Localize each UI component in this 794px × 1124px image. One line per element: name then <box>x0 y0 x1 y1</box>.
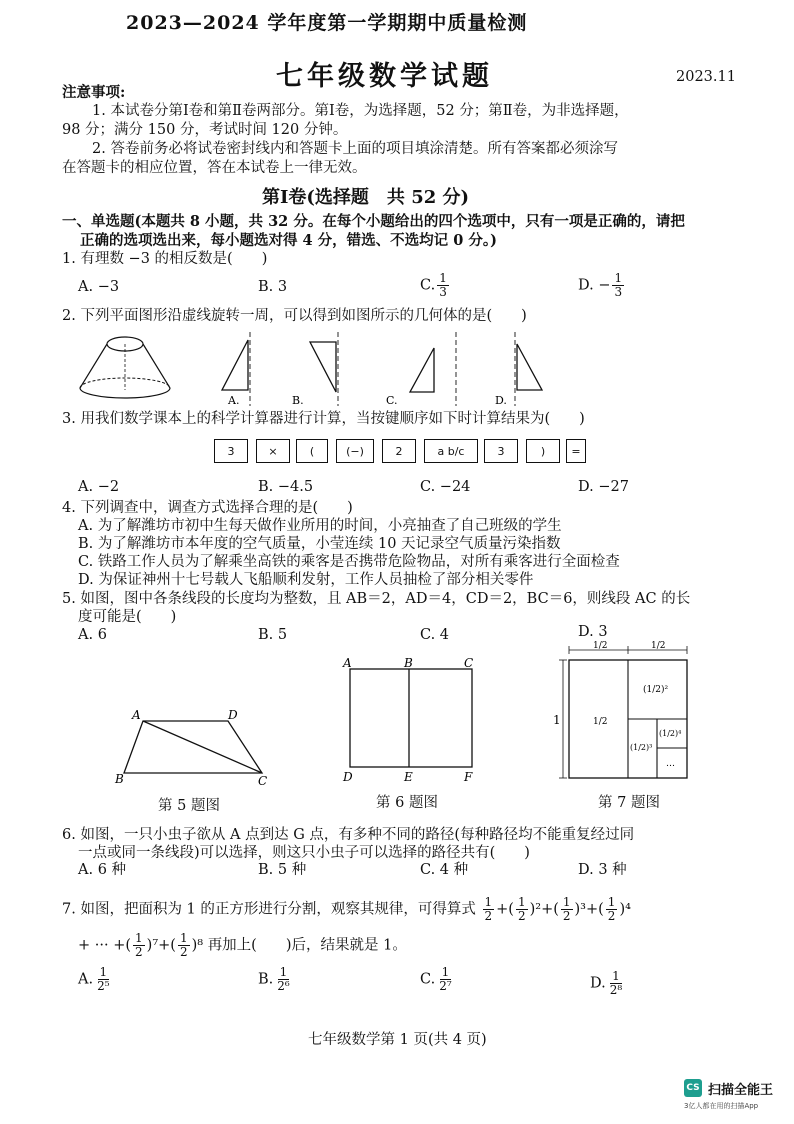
q6-option-b: B. 5 种 <box>258 862 307 878</box>
fig6-label-e: E <box>404 770 413 784</box>
calc-key-lparen: ( <box>296 439 328 463</box>
q7-option-c: C. $\frac{1}{\text{2⁷}}$ <box>420 965 452 993</box>
section-title: 第Ⅰ卷(选择题 共 52 分) <box>262 187 470 208</box>
q7-option-b: B. $\frac{1}{\text{2⁶}}$ <box>258 965 290 993</box>
calc-key-equals: = <box>566 439 586 463</box>
q4-option-d: D. 为保证神州十七号载人飞船顺利发射，工作人员抽检了部分相关零件 <box>78 572 534 588</box>
q6-option-c: C. 4 种 <box>420 862 469 878</box>
frustum-figure <box>80 337 170 398</box>
section-intro-1: 一、单选题(本题共 8 小题，共 32 分。在每个小题给出的四个选项中，只有一项是正确的，请把 <box>62 213 685 230</box>
fig6-label-d: D <box>343 770 353 784</box>
fig7-ellipsis: … <box>666 759 675 769</box>
exam-date: 2023.11 <box>676 69 736 85</box>
notice-heading: 注意事项: <box>62 84 126 101</box>
q4-option-b: B. 为了解潍坊市本年度的空气质量，小莹连续 10 天记录空气质量污染指数 <box>78 536 561 552</box>
calc-key-rparen: ) <box>526 439 560 463</box>
exam-title: 2023—2024 学年度第一学期期中质量检测 <box>126 12 528 34</box>
page-footer: 七年级数学第 1 页(共 4 页) <box>308 1032 487 1048</box>
calc-key-negative: (−) <box>336 439 374 463</box>
q7-option-d: D. $\frac{1}{\text{2⁸}}$ <box>590 969 623 997</box>
q6-stem-1: 6. 如图，一只小虫子欲从 A 点到达 G 点，有多种不同的路径(每种路径均不能重复经过同 <box>62 827 635 843</box>
calc-key-3: 3 <box>214 439 248 463</box>
fig7-power-3: (1/2)³ <box>630 743 653 752</box>
q3-stem: 3. 用我们数学课本上的科学计算器进行计算，当按键顺序如下时计算结果为( ) <box>62 411 585 427</box>
q7-stem-1: 7. 如图，把面积为 1 的正方形进行分割，观察其规律，可得算式 $\frac{1}{2}$ +( $\frac{1}{2}$ )²+( $\frac{1}{2}$ )³+( $\frac{1}{2}$ )⁴ <box>62 895 631 923</box>
notice-line1: 1. 本试卷分第Ⅰ卷和第Ⅱ卷两部分。第Ⅰ卷，为选择题，52 分；第Ⅱ卷，为非选择题， <box>92 103 629 119</box>
calc-key-fraction: a b/c <box>424 439 478 463</box>
option-b-label: B. <box>292 394 304 407</box>
q2-stem: 2. 下列平面图形沿虚线旋转一周，可以得到如图所示的几何体的是( ) <box>62 308 527 324</box>
fig6-label-f: F <box>464 770 473 784</box>
calc-key-2: 2 <box>382 439 416 463</box>
fig7-power-2: (1/2)² <box>643 685 669 695</box>
fig7-half: 1/2 <box>593 717 608 727</box>
notice-line1b: 98 分；满分 150 分，考试时间 120 分钟。 <box>62 122 348 138</box>
option-c-shape <box>410 332 456 406</box>
q5-stem-2: 度可能是( ) <box>78 609 177 625</box>
q1-option-a: A. −3 <box>78 279 120 295</box>
q5-option-a: A. 6 <box>78 627 107 643</box>
q6-option-d: D. 3 种 <box>578 862 627 878</box>
fig6-label-b: B <box>404 656 413 670</box>
paper-title: 七年级数学试题 <box>276 61 493 92</box>
option-a-label: A. <box>228 394 240 407</box>
figure-6-caption: 第 6 题图 <box>376 795 438 811</box>
calc-key-multiply: × <box>256 439 290 463</box>
figure-7-caption: 第 7 题图 <box>598 795 660 811</box>
q7-stem-2: + ··· +( $\frac{1}{2}$ )⁷+( $\frac{1}{2}$ )⁸ 再加上( )后，结果就是 1。 <box>78 931 407 959</box>
fig6-label-c: C <box>464 656 474 670</box>
q3-option-a: A. −2 <box>78 479 120 495</box>
option-d-label: D. <box>495 394 507 407</box>
q4-option-c: C. 铁路工作人员为了解乘坐高铁的乘客是否携带危险物品，对所有乘客进行全面检查 <box>78 554 620 570</box>
fig5-label-d: D <box>228 708 238 722</box>
scanner-app-tagline: 3亿人都在用的扫描App <box>684 1102 759 1110</box>
option-b-shape <box>310 332 338 406</box>
figure-7 <box>545 638 695 796</box>
q4-stem: 4. 下列调查中，调查方式选择合理的是( ) <box>62 500 353 516</box>
q3-option-d: D. −27 <box>578 479 629 495</box>
option-c-label: C. <box>386 394 398 407</box>
q5-option-d: D. 3 <box>578 624 608 640</box>
figure-5-caption: 第 5 题图 <box>158 798 220 814</box>
fig5-label-b: B <box>115 772 124 786</box>
scanner-app-name: 扫描全能王 <box>708 1083 774 1098</box>
fig7-top-half-left: 1/2 <box>593 641 608 651</box>
q1-option-c: C. $\frac{1}{3}$ <box>420 271 447 299</box>
q1-option-d: D. − $\frac{1}{3}$ <box>578 271 623 299</box>
q6-stem-2: 一点或同一条线段)可以选择，则这只小虫子可以选择的路径共有( ) <box>78 845 530 861</box>
fig5-label-a: A <box>132 708 141 722</box>
fig7-top-half-right: 1/2 <box>651 641 666 651</box>
fig7-power-4: (1/2)⁴ <box>659 729 682 738</box>
q3-option-b: B. −4.5 <box>258 479 314 495</box>
notice-line2: 2. 答卷前务必将试卷密封线内和答题卡上面的项目填涂清楚。所有答案都必须涂写 <box>92 141 618 157</box>
notice-line2b: 在答题卡的相应位置，答在本试卷上一律无效。 <box>62 160 367 176</box>
fig5-label-c: C <box>258 774 268 788</box>
q5-option-b: B. 5 <box>258 627 288 643</box>
q1-stem: 1. 有理数 −3 的相反数是( ) <box>62 251 268 267</box>
figure-5 <box>110 705 280 795</box>
calc-key-3b: 3 <box>484 439 518 463</box>
q3-option-c: C. −24 <box>420 479 471 495</box>
q1-option-b: B. 3 <box>258 279 288 295</box>
q4-option-a: A. 为了解潍坊市初中生每天做作业所用的时间，小亮抽查了自己班级的学生 <box>78 518 562 534</box>
q5-option-c: C. 4 <box>420 627 450 643</box>
section-intro-2: 正确的选项选出来，每小题选对得 4 分，错选、不选均记 0 分。) <box>80 232 497 249</box>
q5-stem-1: 5. 如图，图中各条线段的长度均为整数，且 AB＝2，AD＝4，CD＝2，BC＝6，则线段 AC 的长 <box>62 591 691 607</box>
q6-option-a: A. 6 种 <box>78 862 127 878</box>
fig7-side-length: 1 <box>553 713 561 727</box>
figure-6 <box>340 655 480 785</box>
option-d-shape <box>515 332 542 406</box>
fig6-label-a: A <box>343 656 352 670</box>
q7-option-a: A. $\frac{1}{\text{2⁵}}$ <box>78 965 110 993</box>
q2-figures <box>70 330 710 410</box>
scanner-logo-icon: CS <box>684 1079 702 1097</box>
